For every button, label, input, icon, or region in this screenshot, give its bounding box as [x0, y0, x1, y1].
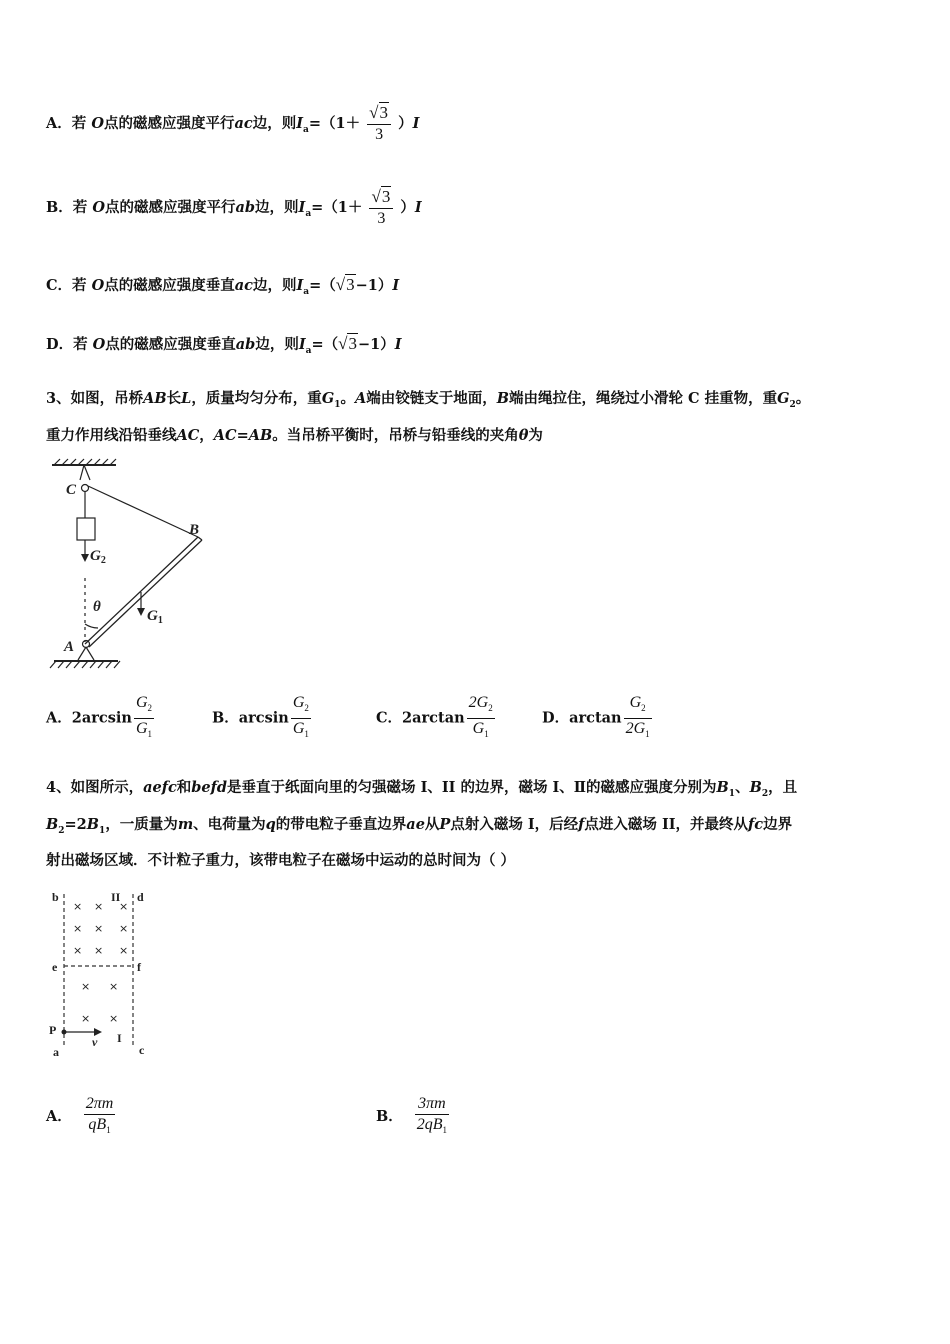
q2-option-d: D．若 O点的磁感应强度垂直ab边，则$I_a=(√3-1)I$	[46, 334, 402, 356]
label-b: b	[52, 890, 59, 904]
label-G2: $G_2$	[90, 548, 106, 566]
q2-option-a: A．若 O点的磁感应强度平行ac边，则$I_a=(1+$ $\frac{√3}{3}$ ）I	[46, 103, 420, 143]
cross: ×	[119, 944, 129, 957]
cross: ×	[81, 1012, 91, 1025]
fraction: $\frac{√3}{3}$	[367, 103, 391, 145]
label-II: II	[111, 890, 121, 904]
q3-stem-line2: 重力作用线沿铅垂线AC，AC=AB。当吊桥平衡时，吊桥与铅垂线的夹角θ为	[46, 427, 543, 444]
q2-option-b: B．若 O点的磁感应强度平行ab边，则$I_a=(1+$ $\frac{√3}{3}$ ）I	[46, 187, 422, 227]
sqrt: √3	[338, 334, 357, 353]
fraction: $\frac{√3}{3}$	[369, 187, 393, 229]
drawbridge-figure	[46, 458, 226, 678]
q3-option-d: D．arctan $\frac{G_2}{2G_1}$	[542, 694, 650, 740]
cross: ×	[119, 922, 129, 935]
sqrt: √3	[335, 275, 355, 294]
label-e: e	[52, 960, 58, 974]
magnetic-field-figure	[46, 886, 156, 1062]
cross: ×	[119, 900, 129, 913]
q3-option-a: A．2arcsin $\frac{G_2}{G_1}$	[46, 694, 152, 740]
label-c: c	[139, 1043, 145, 1057]
cross: ×	[73, 944, 83, 957]
q4-option-b: B． $\frac{3\pi m}{2qB_1}$	[376, 1095, 448, 1136]
label-P: P	[49, 1023, 57, 1037]
label-v: v	[92, 1035, 98, 1049]
cross: ×	[73, 922, 83, 935]
cross: ×	[94, 922, 104, 935]
label-G1: $G_1$	[147, 608, 163, 626]
q3-option-b: B．arcsin $\frac{G_2}{G_1}$	[212, 694, 309, 740]
cross: ×	[94, 900, 104, 913]
cross: ×	[73, 900, 83, 913]
q4-stem-line1: 4、如图所示，aefc和befd是垂直于纸面向里的匀强磁场 I、II 的边界，磁场 I、Ⅱ的磁感应强度分别为$B_1$、$B_2$，且	[46, 779, 798, 799]
cross: ×	[109, 980, 119, 993]
cross: ×	[109, 1012, 119, 1025]
label-theta: θ	[93, 599, 101, 615]
label-d: d	[137, 890, 144, 904]
q4-stem-line2: $B_2=2B_1$，一质量为m、电荷量为q的带电粒子垂直边界ae从P点射入磁场 I，后经f点进入磁场 II，并最终从fc边界	[46, 816, 793, 836]
q4-stem-line3: 射出磁场区域．不计粒子重力，该带电粒子在磁场中运动的总时间为（ ）	[46, 852, 516, 869]
cross: ×	[94, 944, 104, 957]
label-I: I	[117, 1031, 122, 1045]
label-A: A	[64, 639, 75, 655]
q4-option-a: A． $\frac{2\pi m}{qB_1}$	[46, 1095, 114, 1136]
label-C: C	[66, 482, 77, 498]
label-a: a	[53, 1045, 59, 1059]
label-f: f	[137, 960, 141, 974]
cross: ×	[81, 980, 91, 993]
q3-option-c: C．2arctan $\frac{2G_2}{G_1}$	[376, 694, 493, 740]
label-B: B	[189, 522, 200, 538]
q3-stem-line1: 3、如图，吊桥AB长L，质量均匀分布，重$G_1$。A端由铰链支于地面，B端由绳拉住，绳绕过小滑轮 C 挂重物，重$G_2$。	[46, 390, 811, 410]
q2-option-c: C．若 O点的磁感应强度垂直ac边，则$I_a=(√3-1)I$	[46, 275, 400, 297]
